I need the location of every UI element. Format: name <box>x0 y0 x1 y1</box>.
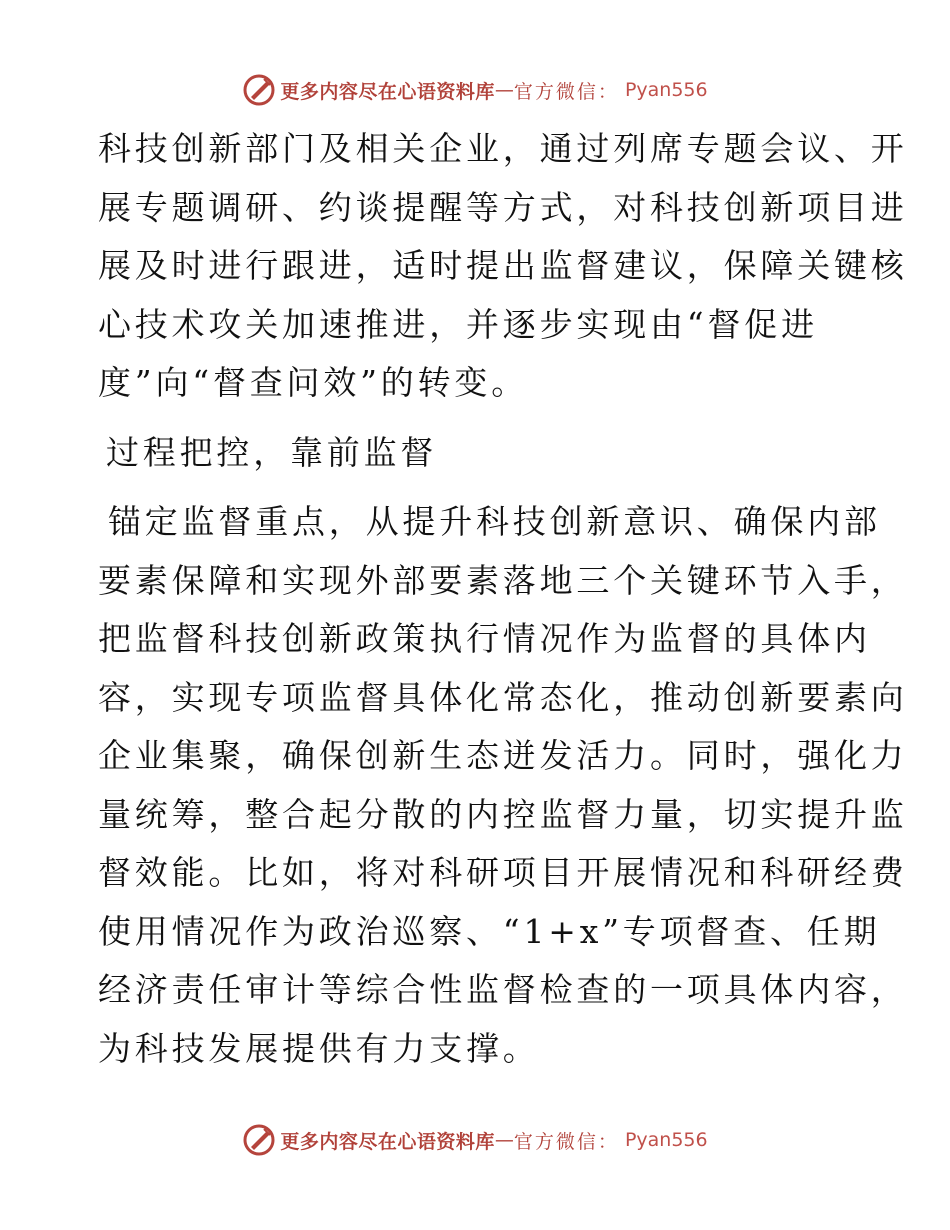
text-line: 把监督科技创新政策执行情况作为监督的具体内 <box>98 619 871 658</box>
watermark-brand: 更多内容尽在心语资料库 <box>280 80 495 103</box>
text-line: 使用情况作为政治巡察、“1+x”专项督查、任期 <box>98 911 881 951</box>
text-line: 经济责任审计等综合性监督检查的一项具体内容， <box>98 970 908 1009</box>
text-line: 展专题调研、约谈提醒等方式，对科技创新项目进 <box>98 187 908 227</box>
logo-icon <box>242 1123 276 1157</box>
text-line: 督效能。比如，将对科研项目开展情况和科研经费 <box>98 853 908 892</box>
text-line: 量统筹，整合起分散的内控监督力量，切实提升监 <box>98 794 908 834</box>
watermark-sub: 官方微信： <box>513 80 619 103</box>
watermark-id: Pyan556 <box>624 1129 708 1151</box>
document-body <box>98 120 908 1078</box>
watermark-id: Pyan556 <box>624 79 708 101</box>
text-line: 心技术攻关加速推进，并逐步实现由“督促进 <box>98 304 818 344</box>
section-heading: 过程把控，靠前监督 <box>106 432 438 472</box>
text-line: 为科技发展提供有力支撑。 <box>98 1028 540 1068</box>
text-line: 度”向“督查问效”的转变。 <box>98 363 529 402</box>
text-line: 容，实现专项监督具体化常态化，推动创新要素向 <box>98 677 908 717</box>
header-watermark <box>0 70 950 110</box>
text-line: 企业集聚，确保创新生态迸发活力。同时，强化力 <box>98 736 908 775</box>
paragraph-1 <box>98 120 908 413</box>
watermark-dash: — <box>494 79 514 101</box>
logo-icon <box>242 73 276 107</box>
paragraph-2 <box>98 493 908 1078</box>
text-line: 锚定监督重点，从提升科技创新意识、确保内部 <box>108 502 881 541</box>
footer-watermark <box>0 1120 950 1160</box>
text-line: 科技创新部门及相关企业，通过列席专题会议、开 <box>98 129 908 168</box>
watermark-dash: — <box>494 1129 514 1151</box>
watermark-brand: 更多内容尽在心语资料库 <box>280 1130 495 1153</box>
text-line: 要素保障和实现外部要素落地三个关键环节入手， <box>98 560 908 600</box>
text-line: 展及时进行跟进，适时提出监督建议，保障关键核 <box>98 246 908 285</box>
watermark-sub: 官方微信： <box>513 1130 619 1153</box>
